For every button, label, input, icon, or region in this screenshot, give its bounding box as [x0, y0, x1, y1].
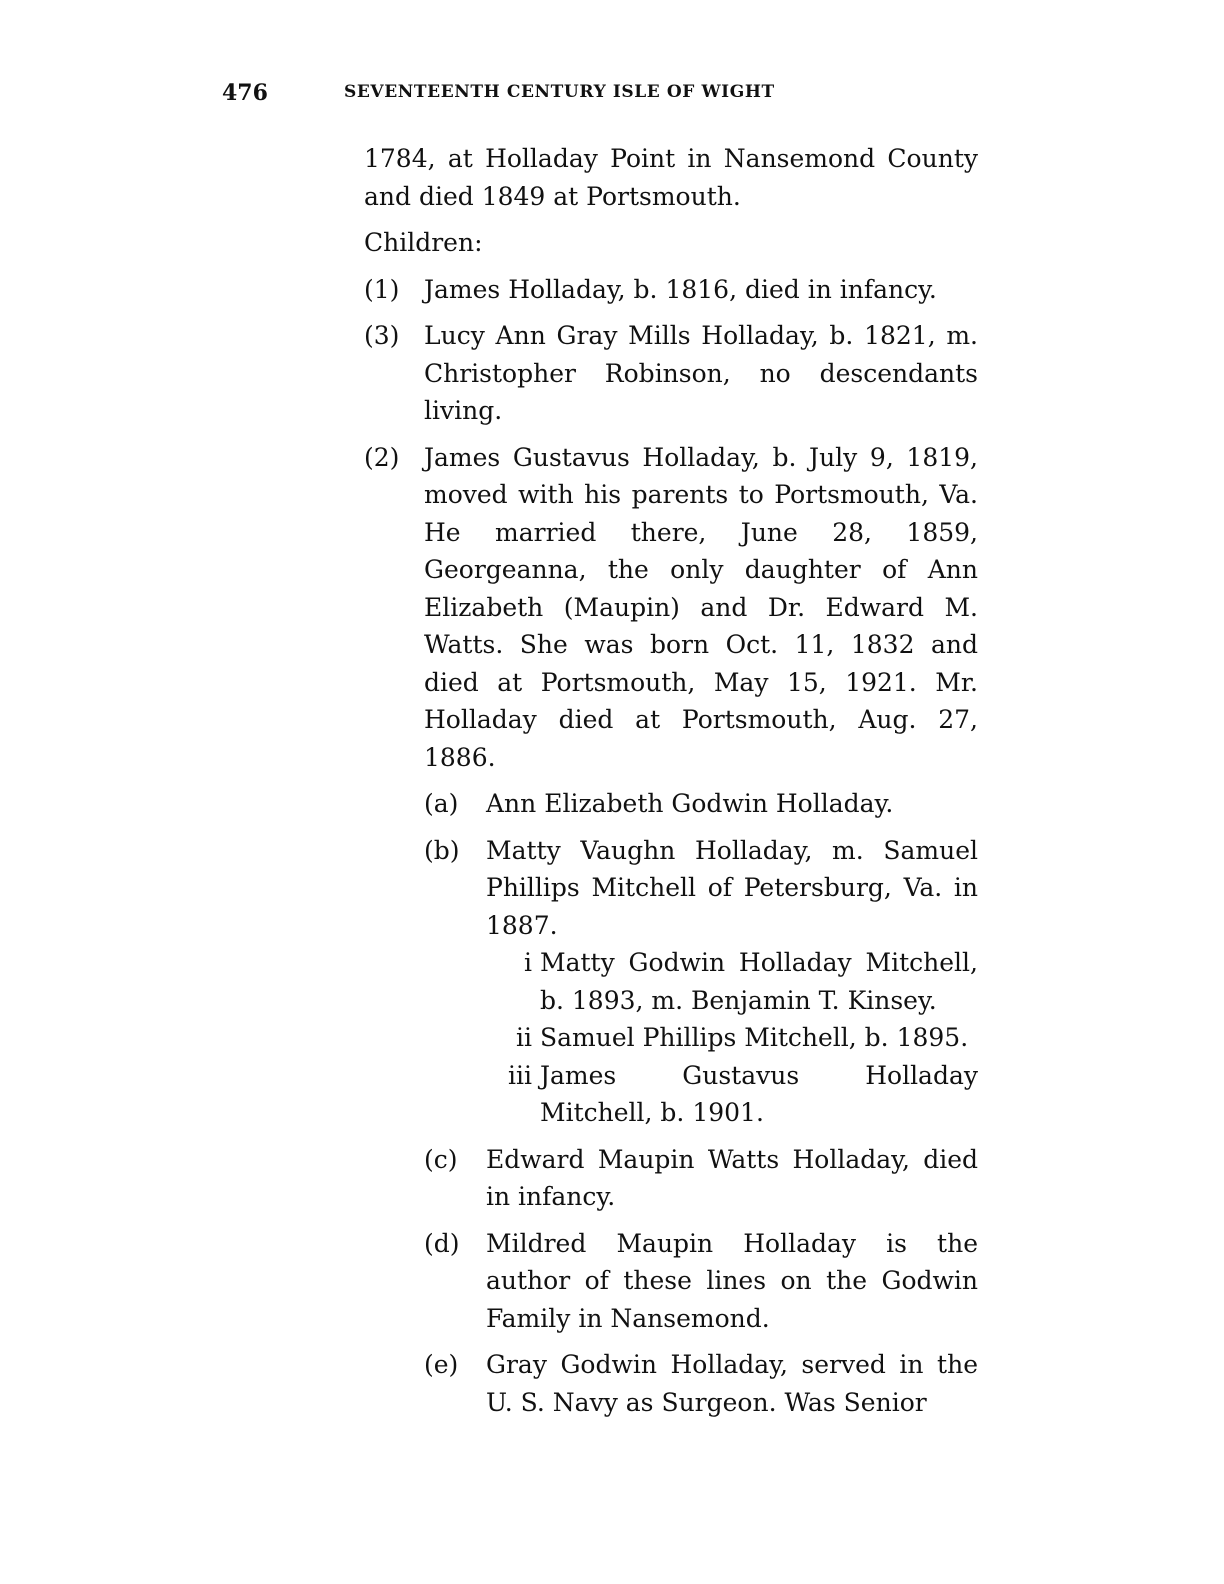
entry-label: (a) [424, 789, 459, 818]
entry-text: Lucy Ann Gray Mills Holladay, b. 1821, m. Christopher Robinson, no descendants living. [424, 321, 978, 425]
entry-label: (1) [364, 274, 400, 304]
entry-label: (c) [424, 1144, 458, 1174]
entry-label: (3) [364, 321, 400, 350]
child-entry [364, 271, 978, 309]
intro-paragraph: 1784, at Holladay Point in Nansemond County and died 1849 at Portsmouth. [364, 144, 978, 211]
entry-text: Matty Vaughn Holladay, m. Samuel Phillips Mitchell of Petersburg, Va. in 1887. [486, 835, 978, 940]
entry-label: (2) [364, 442, 400, 472]
running-title: SEVENTEENTH CENTURY ISLE OF WIGHT [344, 82, 775, 102]
grandchild-entry [424, 1346, 978, 1421]
entry-text: Edward Maupin Watts Holladay, died in infancy. [486, 1144, 978, 1211]
entry-text: Ann Elizabeth Godwin Holladay. [486, 789, 894, 818]
entry-label: i [524, 948, 532, 977]
great-grandchild-entry [488, 944, 978, 1019]
grandchild-entry [424, 785, 978, 823]
entry-label: (d) [424, 1228, 460, 1258]
grandchild-entry [424, 1225, 978, 1338]
children-heading: Children: [364, 228, 483, 257]
child-entry [364, 439, 978, 777]
entry-text: Mildred Maupin Holladay is the author of these lines on the Godwin Family in Nansemond. [486, 1228, 978, 1333]
entry-text: James Holladay, b. 1816, died in infancy. [424, 274, 937, 304]
entry-label: (e) [424, 1350, 459, 1379]
entry-text: Samuel Phillips Mitchell, b. 1895. [540, 1023, 969, 1052]
great-grandchild-entry [488, 1057, 978, 1132]
child-entry [364, 317, 978, 430]
entry-text: James Gustavus Holladay Mitchell, b. 1901. [540, 1060, 978, 1127]
grandchild-entry [424, 832, 978, 945]
grandchild-entry [424, 1141, 978, 1216]
entry-label: iii [508, 1060, 532, 1090]
great-grandchild-entry [488, 1019, 978, 1057]
entry-text: James Gustavus Holladay, b. July 9, 1819, moved with his parents to Portsmouth, Va. He married there, June 28, 1859, Georgeanna, the only daughter of Ann Elizabeth (Maupin) and Dr. Edward M. Watts. She was born Oct. 11, 1832 and died at Portsmouth, May 15, 1921. Mr. Holladay died at Portsmouth, Aug. 27, 1886. [424, 442, 978, 772]
entry-text: Matty Godwin Holladay Mitchell, b. 1893, m. Benjamin T. Kinsey. [540, 948, 978, 1015]
entry-text: Gray Godwin Holladay, served in the U. S. Navy as Surgeon. Was Senior [486, 1350, 978, 1417]
entry-label: (b) [424, 835, 460, 865]
entry-label: ii [516, 1023, 532, 1052]
page-number: 476 [222, 80, 268, 106]
page-body [364, 140, 978, 1421]
